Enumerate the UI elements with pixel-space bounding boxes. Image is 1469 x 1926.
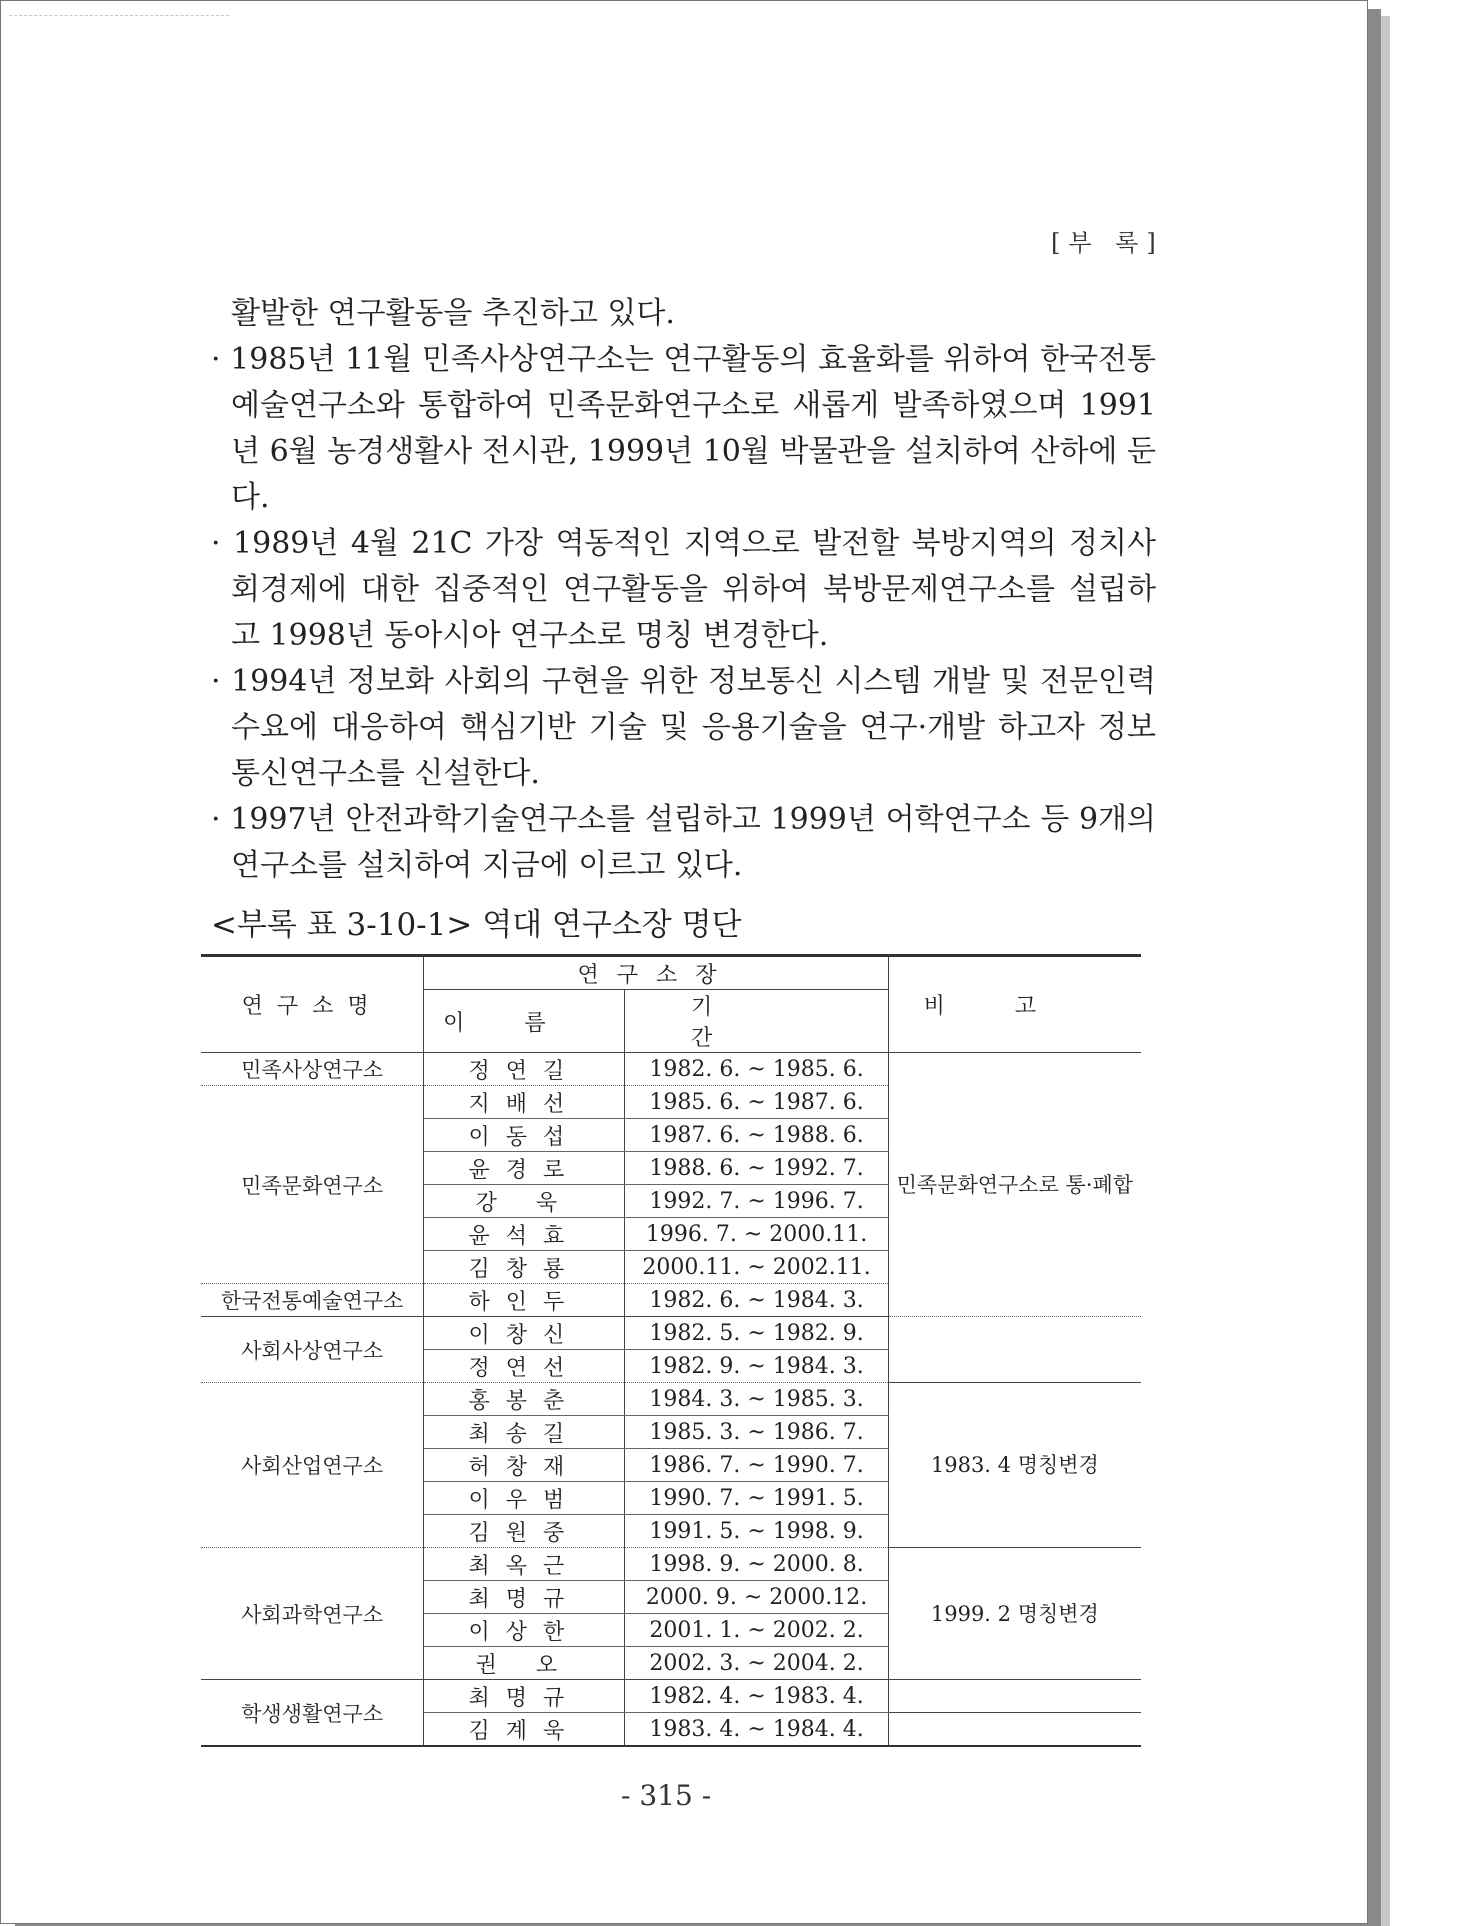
table-caption: <부록 표 3-10-1> 역대 연구소장 명단 [211,907,742,943]
director-name-cell: 김계욱 [424,1713,625,1747]
term-period-cell: 2001. 1. ~ 2002. 2. [625,1614,888,1647]
director-name-cell: 이상한 [424,1614,625,1647]
remark-cell [888,1713,1141,1747]
term-period-cell: 1991. 5. ~ 1998. 9. [625,1515,888,1548]
institute-name-cell: 사회산업연구소 [201,1383,424,1548]
term-period-cell: 1984. 3. ~ 1985. 3. [625,1383,888,1416]
page-number: - 315 - [621,1779,712,1812]
director-name-cell: 김창룡 [424,1251,625,1284]
remark-cell [888,1680,1141,1713]
director-name-cell: 정연선 [424,1350,625,1383]
header-institute-name: 연구소명 [201,956,424,1053]
table-row [201,1548,1141,1581]
institute-name-cell: 한국전통예술연구소 [201,1284,424,1317]
remark-cell [888,1317,1141,1383]
director-name-cell: 김원중 [424,1515,625,1548]
institute-name-cell: 사회사상연구소 [201,1317,424,1383]
term-period-cell: 1992. 7. ~ 1996. 7. [625,1185,888,1218]
director-name-cell: 강 욱 [424,1185,625,1218]
body-paragraphs [211,291,1156,889]
bullet-paragraph-1989: · 1989년 4월 21C 가장 역동적인 지역으로 발전할 북방지역의 정치사회경제에 대한 집중적인 연구활동을 위하여 북방문제연구소를 설립하고 1998년 동아시아 연구소로 명칭 변경한다. [211,526,1156,653]
director-name-cell: 윤경로 [424,1152,625,1185]
remark-cell: 민족문화연구소로 통·폐합 [888,1053,1141,1317]
term-period-cell: 1985. 6. ~ 1987. 6. [625,1086,888,1119]
term-period-cell: 1985. 3. ~ 1986. 7. [625,1416,888,1449]
director-name-cell: 정연길 [424,1053,625,1086]
header-name: 이름 [424,990,625,1053]
table-row [201,1053,1141,1086]
director-name-cell: 이우범 [424,1482,625,1515]
term-period-cell: 1983. 4. ~ 1984. 4. [625,1713,888,1747]
term-period-cell: 1998. 9. ~ 2000. 8. [625,1548,888,1581]
institute-name-cell: 민족사상연구소 [201,1053,424,1086]
header-period: 기간 [625,990,888,1053]
institute-name-cell: 학생생활연구소 [201,1680,424,1747]
table-row [201,1383,1141,1416]
director-name-cell: 하인두 [424,1284,625,1317]
bullet-paragraph-1997: · 1997년 안전과학기술연구소를 설립하고 1999년 어학연구소 등 9개의 연구소를 설치하여 지금에 이르고 있다. [211,802,1156,883]
institute-name-cell: 민족문화연구소 [201,1086,424,1284]
term-period-cell: 1982. 6. ~ 1985. 6. [625,1053,888,1086]
director-name-cell: 허창재 [424,1449,625,1482]
term-period-cell: 2000. 9. ~ 2000.12. [625,1581,888,1614]
term-period-cell: 2002. 3. ~ 2004. 2. [625,1647,888,1680]
director-name-cell: 윤석효 [424,1218,625,1251]
director-name-cell: 최명규 [424,1680,625,1713]
section-header-label: [부 록] [1051,229,1164,257]
director-name-cell: 이창신 [424,1317,625,1350]
table-row [201,1680,1141,1713]
term-period-cell: 1982. 5. ~ 1982. 9. [625,1317,888,1350]
scan-artifact-strip [9,15,229,20]
remark-cell: 1983. 4 명칭변경 [888,1383,1141,1548]
remark-cell: 1999. 2 명칭변경 [888,1548,1141,1680]
header-director: 연구소장 [424,956,888,990]
term-period-cell: 1982. 6. ~ 1984. 3. [625,1284,888,1317]
term-period-cell: 1986. 7. ~ 1990. 7. [625,1449,888,1482]
bullet-paragraph-1985: · 1985년 11월 민족사상연구소는 연구활동의 효율화를 위하여 한국전통예술연구소와 통합하여 민족문화연구소로 새롭게 발족하였으며 1991년 6월 농경생활사 전시관, 1999년 10월 박물관을 설치하여 산하에 둔다. [211,342,1156,515]
term-period-cell: 1990. 7. ~ 1991. 5. [625,1482,888,1515]
director-name-cell: 권 오 [424,1647,625,1680]
institute-name-cell: 사회과학연구소 [201,1548,424,1680]
term-period-cell: 2000.11. ~ 2002.11. [625,1251,888,1284]
header-remark: 비고 [888,956,1141,1053]
director-name-cell: 지배선 [424,1086,625,1119]
paragraph-continuation: 활발한 연구활동을 추진하고 있다. [231,296,675,331]
director-name-cell: 최명규 [424,1581,625,1614]
term-period-cell: 1982. 9. ~ 1984. 3. [625,1350,888,1383]
director-name-cell: 최옥근 [424,1548,625,1581]
director-name-cell: 이동섭 [424,1119,625,1152]
director-name-cell: 최송길 [424,1416,625,1449]
term-period-cell: 1987. 6. ~ 1988. 6. [625,1119,888,1152]
term-period-cell: 1988. 6. ~ 1992. 7. [625,1152,888,1185]
bullet-paragraph-1994: · 1994년 정보화 사회의 구현을 위한 정보통신 시스템 개발 및 전문인력수요에 대응하여 핵심기반 기술 및 응용기술을 연구·개발 하고자 정보통신연구소를 신설한다. [211,664,1156,791]
term-period-cell: 1982. 4. ~ 1983. 4. [625,1680,888,1713]
term-period-cell: 1996. 7. ~ 2000.11. [625,1218,888,1251]
table-row [201,1317,1141,1350]
director-roster-table [201,954,1141,1747]
director-name-cell: 홍봉춘 [424,1383,625,1416]
